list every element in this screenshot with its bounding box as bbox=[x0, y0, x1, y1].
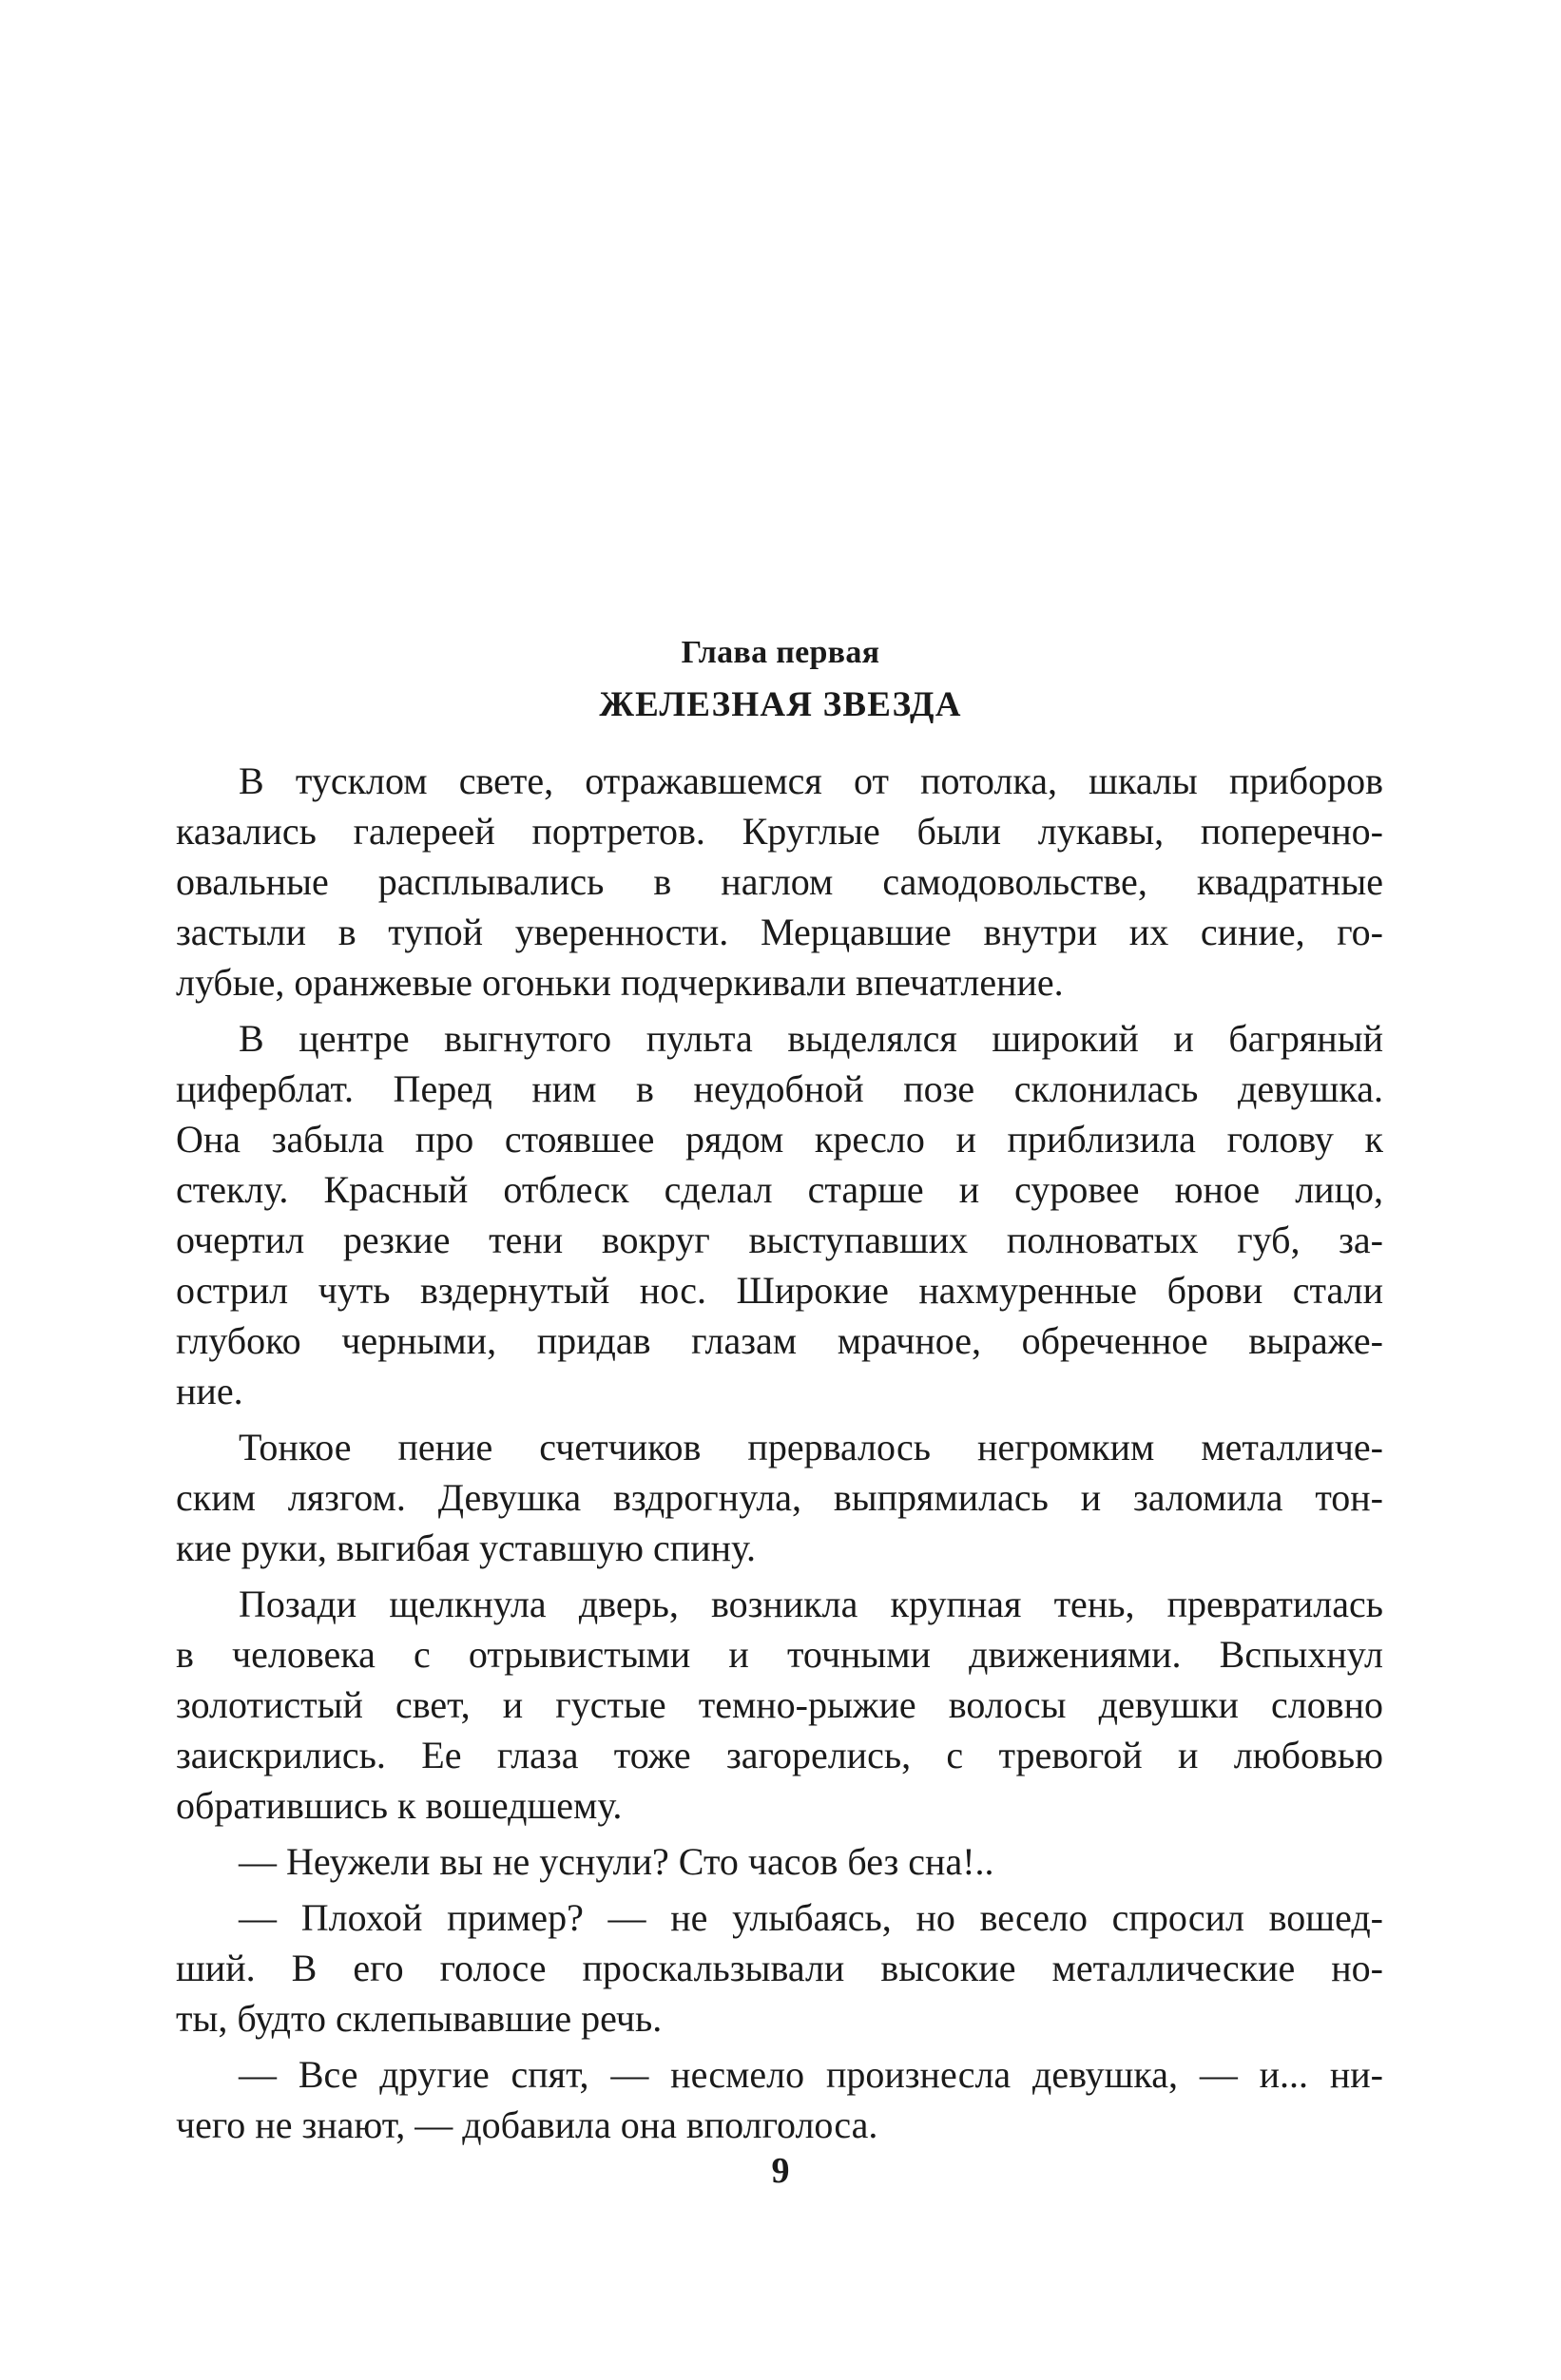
text-line: В тусклом свете, отражавшемся от потолка, шкалы приборов bbox=[239, 759, 1383, 802]
text-line: острил чуть вздернутый нос. Широкие нахмуренные брови стали bbox=[176, 1269, 1383, 1312]
page-number: 9 bbox=[771, 2151, 790, 2191]
paragraph bbox=[176, 1013, 1383, 1416]
text-line: стеклу. Красный отблеск сделал старше и суровее юное лицо, bbox=[176, 1168, 1383, 1211]
chapter-number: Глава первая bbox=[681, 635, 880, 670]
text-line: ты, будто склепывавшие речь. bbox=[176, 1997, 663, 2040]
text-line: золотистый свет, и густые темно-рыжие волосы девушки словно bbox=[176, 1683, 1383, 1726]
chapter-title: ЖЕЛЕЗНАЯ ЗВЕЗДА bbox=[599, 685, 962, 724]
text-line: Позади щелкнула дверь, возникла крупная тень, превратилась bbox=[239, 1583, 1383, 1625]
text-line: заискрились. Ее глаза тоже загорелись, с тревогой и любовью bbox=[176, 1734, 1383, 1776]
paragraph bbox=[176, 756, 1383, 1008]
text-line: Тонкое пение счетчиков прервалось негромким металличе- bbox=[239, 1426, 1383, 1468]
text-line: чего не знают, — добавила она вполголоса. bbox=[176, 2103, 878, 2146]
text-line: ший. В его голосе проскальзывали высокие металлические но- bbox=[176, 1947, 1383, 1989]
paragraph bbox=[176, 1422, 1383, 1573]
text-line: ским лязгом. Девушка вздрогнула, выпрямилась и заломила тон- bbox=[176, 1476, 1383, 1519]
text-line: циферблат. Перед ним в неудобной позе склонилась девушка. bbox=[176, 1067, 1383, 1110]
text-line: ние. bbox=[176, 1370, 243, 1412]
text-line: в человека с отрывистыми и точными движениями. Вспыхнул bbox=[176, 1633, 1383, 1676]
paragraph bbox=[176, 2049, 1383, 2150]
text-line: — Неужели вы не уснули? Сто часов без сна!.. bbox=[239, 1840, 994, 1883]
text-line: Она забыла про стоявшее рядом кресло и приблизила голову к bbox=[176, 1118, 1383, 1161]
text-line: овальные расплывались в наглом самодовольстве, квадратные bbox=[176, 860, 1383, 903]
text-line: очертил резкие тени вокруг выступавших полноватых губ, за- bbox=[176, 1219, 1383, 1261]
paragraph bbox=[176, 1836, 1383, 1887]
text-line: глубоко черными, придав глазам мрачное, обреченное выраже- bbox=[176, 1319, 1383, 1362]
paragraph bbox=[176, 1892, 1383, 2044]
text-line: — Все другие спят, — несмело произнесла девушка, — и... ни- bbox=[239, 2053, 1383, 2096]
text-line: казались галереей портретов. Круглые были лукавы, поперечно- bbox=[176, 810, 1383, 853]
paragraph bbox=[176, 1579, 1383, 1831]
text-line: застыли в тупой уверенности. Мерцавшие внутри их синие, го- bbox=[176, 911, 1383, 953]
text-line: — Плохой пример? — не улыбаясь, но весело спросил вошед- bbox=[239, 1896, 1383, 1939]
text-line: В центре выгнутого пульта выделялся широкий и багряный bbox=[239, 1017, 1383, 1060]
text-line: обратившись к вошедшему. bbox=[176, 1784, 623, 1827]
text-line: кие руки, выгибая уставшую спину. bbox=[176, 1526, 756, 1569]
body-text bbox=[176, 756, 1383, 2150]
text-line: лубые, оранжевые огоньки подчеркивали впечатление. bbox=[176, 961, 1064, 1004]
